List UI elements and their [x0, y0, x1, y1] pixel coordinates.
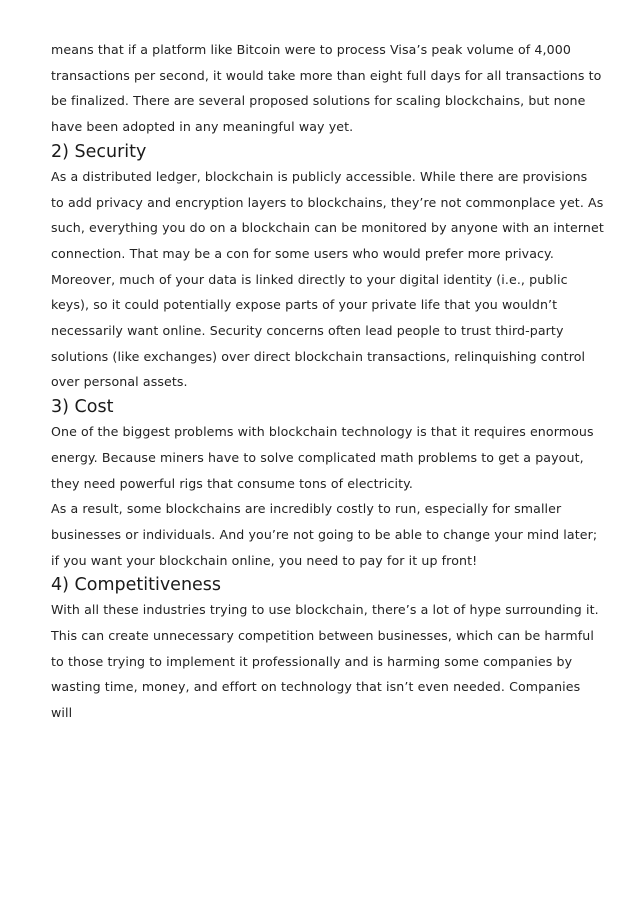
- heading-cost: 3) Cost: [51, 397, 114, 418]
- heading-competitiveness: 4) Competitiveness: [51, 575, 222, 596]
- paragraph-security-identity: Moreover, much of your data is linked directly to your digital identity (i.e., public keys), so it could potentially expose parts of your private life that you wouldn’t necessarily want online. Security concerns often lead people to trust third-party solutions (like exchanges) over direct blockchain transactions, relinquishing control over personal assets.: [51, 271, 586, 390]
- paragraph-competitiveness: With all these industries trying to use blockchain, there’s a lot of hype surrounding it. This can create unnecessary competition between businesses, which can be harmful to those trying to implement it professionally and is harming some companies by wasting time, money, and effort on technology that isn’t even needed. Companies will: [51, 602, 599, 721]
- paragraph-scaling-continued: means that if a platform like Bitcoin were to process Visa’s peak volume of 4,000 transactions per second, it would take more than eight full days for all transactions to be finalized. There are several proposed solutions for scaling blockchains, but none have been adopted in any meaningful way yet.: [51, 42, 602, 135]
- heading-security: 2) Security: [51, 141, 147, 162]
- paragraph-cost-energy: One of the biggest problems with blockchain technology is that it requires enormous energy. Because miners have to solve complicated math problems to get a payout, they need powerful rigs that consume tons of electricity.: [51, 424, 594, 491]
- paragraph-cost-result: As a result, some blockchains are incredibly costly to run, especially for smaller businesses or individuals. And you’re not going to be able to change your mind later; if you want your blockchain online, you need to pay for it up front!: [51, 501, 598, 568]
- paragraph-security-ledger: As a distributed ledger, blockchain is publicly accessible. While there are provisions to add privacy and encryption layers to blockchains, they’re not commonplace yet. As such, everything you do on a blockchain can be monitored by anyone with an internet connection. That may be a con for some users who would prefer more privacy.: [51, 168, 604, 261]
